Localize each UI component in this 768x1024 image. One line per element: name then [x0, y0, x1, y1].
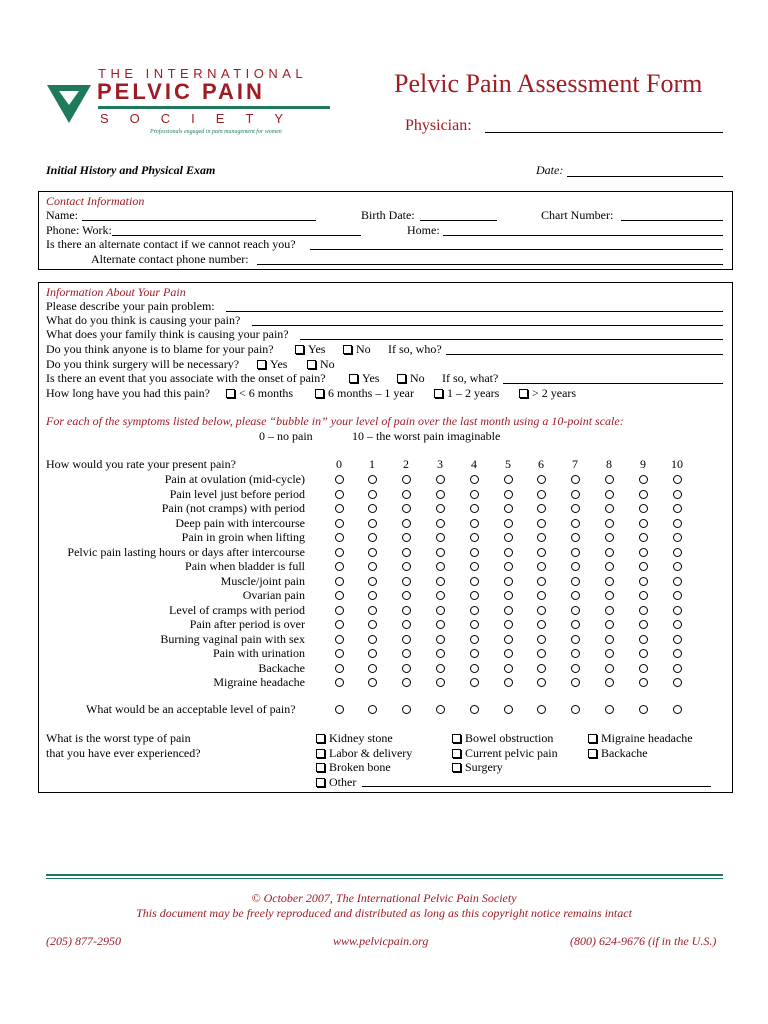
footer-rule-thin: [46, 878, 723, 879]
family-cause-label: What does your family think is causing your pain?: [46, 327, 289, 341]
physician-field[interactable]: [485, 132, 723, 133]
rating-bubble[interactable]: [504, 635, 513, 644]
name-field[interactable]: [82, 220, 316, 221]
date-label: Date:: [536, 163, 564, 177]
footer-website-link[interactable]: www.pelvicpain.org: [333, 934, 429, 948]
scale-number: 6: [538, 457, 544, 471]
acceptable-rating-bubble[interactable]: [335, 705, 344, 714]
event-no-checkbox[interactable]: No: [397, 371, 425, 386]
rating-bubble[interactable]: [368, 635, 377, 644]
rating-bubble[interactable]: [673, 620, 682, 629]
rating-bubble[interactable]: [470, 504, 479, 513]
rating-bubble[interactable]: [673, 664, 682, 673]
rating-bubble[interactable]: [436, 504, 445, 513]
duration-option[interactable]: 6 months – 1 year: [315, 386, 414, 401]
rating-bubble[interactable]: [402, 649, 411, 658]
scale-number: 3: [437, 457, 443, 471]
rating-bubble[interactable]: [605, 533, 614, 542]
rating-bubble[interactable]: [537, 490, 546, 499]
symptom-label: Muscle/joint pain: [220, 573, 305, 588]
rating-bubble[interactable]: [571, 591, 580, 600]
alternate-phone-field[interactable]: [257, 264, 723, 265]
rating-bubble[interactable]: [537, 548, 546, 557]
scale-number: 2: [403, 457, 409, 471]
rating-bubble[interactable]: [673, 562, 682, 571]
symptom-label: Pain with urination: [213, 646, 305, 660]
rating-bubble[interactable]: [504, 490, 513, 499]
rating-bubble[interactable]: [639, 475, 648, 484]
symptom-label: Backache: [258, 660, 305, 675]
describe-pain-field[interactable]: [226, 311, 723, 312]
rating-bubble[interactable]: [436, 664, 445, 673]
logo-tagline: Professionals engaged in pain management for women: [150, 129, 282, 135]
rating-bubble[interactable]: [639, 664, 648, 673]
rating-bubble[interactable]: [639, 490, 648, 499]
duration-option[interactable]: 1 – 2 years: [434, 386, 499, 401]
acceptable-rating-bubble[interactable]: [537, 705, 546, 714]
rating-bubble[interactable]: [673, 519, 682, 528]
rating-bubble[interactable]: [504, 533, 513, 542]
rating-bubble[interactable]: [605, 635, 614, 644]
worst-pain-option[interactable]: Backache: [588, 746, 648, 761]
rating-bubble[interactable]: [673, 606, 682, 615]
work-phone-label: Phone: Work:: [46, 223, 112, 237]
rating-bubble[interactable]: [605, 504, 614, 513]
rating-bubble[interactable]: [368, 562, 377, 571]
rating-bubble[interactable]: [605, 562, 614, 571]
work-phone-field[interactable]: [112, 235, 361, 236]
rating-bubble[interactable]: [639, 649, 648, 658]
chart-number-field[interactable]: [621, 220, 723, 221]
cause-label: What do you think is causing your pain?: [46, 313, 241, 327]
alternate-contact-field[interactable]: [310, 249, 723, 250]
rating-bubble[interactable]: [470, 519, 479, 528]
rating-bubble[interactable]: [504, 649, 513, 658]
rating-bubble[interactable]: [605, 678, 614, 687]
rating-bubble[interactable]: [504, 475, 513, 484]
scale-number: 7: [572, 457, 578, 471]
rating-bubble[interactable]: [368, 620, 377, 629]
rating-bubble[interactable]: [402, 562, 411, 571]
rating-bubble[interactable]: [537, 591, 546, 600]
rating-bubble[interactable]: [537, 475, 546, 484]
rating-bubble[interactable]: [605, 548, 614, 557]
name-label: Name:: [46, 208, 78, 222]
rating-bubble[interactable]: [470, 678, 479, 687]
logo-rule: [98, 106, 330, 109]
rating-bubble[interactable]: [571, 664, 580, 673]
rating-bubble[interactable]: [571, 577, 580, 586]
symptom-label: Pain at ovulation (mid-cycle): [164, 472, 305, 486]
rating-bubble[interactable]: [368, 649, 377, 658]
rating-bubble[interactable]: [639, 606, 648, 615]
alternate-contact-label: Is there an alternate contact if we cannot reach you?: [46, 237, 296, 251]
event-label: Is there an event that you associate with the onset of pain?: [46, 371, 326, 385]
rating-bubble[interactable]: [436, 533, 445, 542]
footer-phone-local: (205) 877-2950: [46, 934, 121, 948]
blame-label: Do you think anyone is to blame for your pain?: [46, 342, 274, 356]
alternate-phone-label: Alternate contact phone number:: [91, 252, 249, 266]
rating-bubble[interactable]: [436, 519, 445, 528]
rating-bubble[interactable]: [537, 635, 546, 644]
rating-bubble[interactable]: [436, 620, 445, 629]
acceptable-rating-bubble[interactable]: [605, 705, 614, 714]
rating-bubble[interactable]: [537, 620, 546, 629]
rating-bubble[interactable]: [470, 635, 479, 644]
acceptable-rating-bubble[interactable]: [571, 705, 580, 714]
rating-bubble[interactable]: [402, 548, 411, 557]
rating-bubble[interactable]: [673, 678, 682, 687]
rating-bubble[interactable]: [673, 533, 682, 542]
rating-bubble[interactable]: [368, 519, 377, 528]
symptom-label: Ovarian pain: [242, 588, 305, 602]
rating-bubble[interactable]: [537, 664, 546, 673]
surgery-no-checkbox[interactable]: No: [307, 357, 335, 372]
rating-bubble[interactable]: [504, 577, 513, 586]
rating-bubble[interactable]: [470, 620, 479, 629]
rating-bubble[interactable]: [605, 475, 614, 484]
rating-bubble[interactable]: [504, 504, 513, 513]
rating-bubble[interactable]: [436, 678, 445, 687]
symptom-label: Pain in groin when lifting: [181, 530, 305, 544]
rating-bubble[interactable]: [639, 678, 648, 687]
symptom-label: Pain level just before period: [169, 486, 305, 501]
if-who-field[interactable]: [446, 354, 723, 355]
rating-bubble[interactable]: [335, 678, 344, 687]
blame-no-checkbox[interactable]: No: [343, 342, 371, 357]
rating-bubble[interactable]: [571, 562, 580, 571]
rating-bubble[interactable]: [335, 490, 344, 499]
copyright-notice: This document may be freely reproduced and distributed as long as this copyright notice remains intact: [136, 906, 632, 920]
worst-pain-option[interactable]: Current pelvic pain: [452, 746, 558, 761]
rating-bubble[interactable]: [368, 533, 377, 542]
rating-bubble[interactable]: [639, 504, 648, 513]
rating-bubble[interactable]: [504, 548, 513, 557]
scale-number: 4: [471, 457, 477, 471]
date-field[interactable]: [567, 176, 723, 177]
blame-yes-checkbox[interactable]: Yes: [295, 342, 325, 357]
rating-bubble[interactable]: [537, 562, 546, 571]
if-who-label: If so, who?: [388, 342, 442, 356]
worst-pain-option[interactable]: Labor & delivery: [316, 746, 412, 761]
rating-bubble[interactable]: [402, 678, 411, 687]
scale-number: 8: [606, 457, 612, 471]
home-phone-label: Home:: [407, 223, 440, 237]
if-what-field[interactable]: [503, 383, 723, 384]
acceptable-rating-bubble[interactable]: [504, 705, 513, 714]
symptom-label: Pain when bladder is full: [185, 559, 305, 573]
symptom-label: Pain (not cramps) with period: [161, 501, 305, 515]
rating-bubble[interactable]: [335, 562, 344, 571]
surgery-label: Do you think surgery will be necessary?: [46, 357, 240, 371]
rating-bubble[interactable]: [402, 475, 411, 484]
logo-line2: PELVIC PAIN: [97, 79, 265, 104]
surgery-yes-checkbox[interactable]: Yes: [257, 357, 287, 372]
rating-bubble[interactable]: [470, 562, 479, 571]
rating-bubble[interactable]: [639, 548, 648, 557]
rating-bubble[interactable]: [605, 620, 614, 629]
rating-bubble[interactable]: [605, 519, 614, 528]
rating-bubble[interactable]: [504, 606, 513, 615]
rating-bubble[interactable]: [368, 591, 377, 600]
rating-bubble[interactable]: [470, 548, 479, 557]
symptom-label: Pain after period is over: [189, 617, 305, 631]
symptom-label: Migraine headache: [213, 675, 305, 689]
rating-bubble[interactable]: [470, 490, 479, 499]
acceptable-rating-bubble[interactable]: [402, 705, 411, 714]
rating-bubble[interactable]: [571, 635, 580, 644]
rating-bubble[interactable]: [402, 577, 411, 586]
rating-bubble[interactable]: [470, 606, 479, 615]
rating-bubble[interactable]: [571, 649, 580, 658]
rating-bubble[interactable]: [335, 664, 344, 673]
worst-pain-option[interactable]: Other: [316, 775, 356, 790]
scale-ten-label: 10 – the worst pain imaginable: [352, 429, 501, 443]
rating-bubble[interactable]: [368, 606, 377, 615]
rating-bubble[interactable]: [402, 606, 411, 615]
rating-bubble[interactable]: [673, 490, 682, 499]
rating-bubble[interactable]: [571, 678, 580, 687]
rating-bubble[interactable]: [673, 577, 682, 586]
rating-bubble[interactable]: [470, 591, 479, 600]
rating-bubble[interactable]: [605, 664, 614, 673]
symptom-label: Deep pain with intercourse: [175, 515, 305, 530]
rating-bubble[interactable]: [673, 649, 682, 658]
rating-bubble[interactable]: [605, 649, 614, 658]
rating-bubble[interactable]: [639, 620, 648, 629]
rating-bubble[interactable]: [605, 577, 614, 586]
rating-bubble[interactable]: [335, 533, 344, 542]
rating-bubble[interactable]: [335, 475, 344, 484]
rating-bubble[interactable]: [504, 591, 513, 600]
rating-bubble[interactable]: [402, 519, 411, 528]
rating-bubble[interactable]: [673, 635, 682, 644]
rating-bubble[interactable]: [470, 577, 479, 586]
rating-bubble[interactable]: [335, 519, 344, 528]
copyright-text: © October 2007, The International Pelvic Pain Society: [251, 891, 517, 905]
acceptable-rating-bubble[interactable]: [368, 705, 377, 714]
rating-bubble[interactable]: [571, 533, 580, 542]
rating-bubble[interactable]: [639, 591, 648, 600]
rating-bubble[interactable]: [470, 533, 479, 542]
logo-triangle-icon: [47, 83, 91, 123]
logo-line1: THE INTERNATIONAL: [98, 66, 308, 81]
rating-bubble[interactable]: [402, 490, 411, 499]
family-cause-field[interactable]: [300, 339, 723, 340]
rating-bubble[interactable]: [368, 577, 377, 586]
rating-bubble[interactable]: [402, 504, 411, 513]
rating-bubble[interactable]: [571, 490, 580, 499]
scale-number: 5: [505, 457, 511, 471]
rating-bubble[interactable]: [436, 548, 445, 557]
physician-label: Physician:: [405, 117, 472, 134]
logo-line3: SOCIETY: [100, 111, 305, 126]
symptom-label: Pelvic pain lasting hours or days after intercourse: [67, 544, 305, 559]
duration-option[interactable]: > 2 years: [519, 386, 576, 401]
rating-bubble[interactable]: [402, 591, 411, 600]
worst-pain-option[interactable]: Surgery: [452, 760, 503, 775]
rating-bubble[interactable]: [673, 548, 682, 557]
acceptable-rating-bubble[interactable]: [639, 705, 648, 714]
rating-bubble[interactable]: [402, 620, 411, 629]
rating-bubble[interactable]: [537, 649, 546, 658]
rating-bubble[interactable]: [335, 606, 344, 615]
present-pain-label: How would you rate your present pain?: [46, 457, 236, 471]
rating-bubble[interactable]: [639, 577, 648, 586]
rating-bubble[interactable]: [335, 635, 344, 644]
rating-bubble[interactable]: [402, 635, 411, 644]
rating-bubble[interactable]: [436, 649, 445, 658]
rating-bubble[interactable]: [504, 664, 513, 673]
rating-bubble[interactable]: [571, 519, 580, 528]
symptom-label: Burning vaginal pain with sex: [160, 631, 305, 646]
section-subtitle: Initial History and Physical Exam: [46, 163, 216, 177]
rating-bubble[interactable]: [537, 678, 546, 687]
rating-bubble[interactable]: [673, 504, 682, 513]
rating-bubble[interactable]: [368, 678, 377, 687]
rating-bubble[interactable]: [537, 577, 546, 586]
rating-bubble[interactable]: [537, 533, 546, 542]
rating-bubble[interactable]: [605, 490, 614, 499]
scale-number: 9: [640, 457, 646, 471]
page-title: Pelvic Pain Assessment Form: [394, 69, 703, 98]
rating-bubble[interactable]: [368, 664, 377, 673]
rating-bubble[interactable]: [571, 475, 580, 484]
birth-date-label: Birth Date:: [361, 208, 415, 222]
scale-instruction: For each of the symptoms listed below, please “bubble in” your level of pain over the last month using a 10-point scale:: [46, 414, 624, 428]
rating-bubble[interactable]: [335, 620, 344, 629]
rating-bubble[interactable]: [537, 519, 546, 528]
birth-date-field[interactable]: [420, 220, 497, 221]
rating-bubble[interactable]: [470, 664, 479, 673]
worst-pain-option[interactable]: Migraine headache: [588, 731, 693, 746]
rating-bubble[interactable]: [537, 606, 546, 615]
rating-bubble[interactable]: [504, 562, 513, 571]
rating-bubble[interactable]: [436, 490, 445, 499]
other-field[interactable]: [362, 786, 711, 787]
rating-bubble[interactable]: [605, 606, 614, 615]
worst-pain-option[interactable]: Broken bone: [316, 760, 391, 775]
rating-bubble[interactable]: [571, 504, 580, 513]
pain-heading: Information About Your Pain: [46, 285, 186, 299]
duration-option[interactable]: < 6 months: [226, 386, 293, 401]
rating-bubble[interactable]: [673, 591, 682, 600]
acceptable-rating-bubble[interactable]: [470, 705, 479, 714]
duration-label: How long have you had this pain?: [46, 386, 210, 400]
rating-bubble[interactable]: [368, 548, 377, 557]
rating-bubble[interactable]: [504, 519, 513, 528]
rating-bubble[interactable]: [537, 504, 546, 513]
rating-bubble[interactable]: [639, 533, 648, 542]
worst-pain-option[interactable]: Kidney stone: [316, 731, 393, 746]
rating-bubble[interactable]: [673, 475, 682, 484]
rating-bubble[interactable]: [335, 577, 344, 586]
rating-bubble[interactable]: [402, 664, 411, 673]
rating-bubble[interactable]: [470, 475, 479, 484]
contact-heading: Contact Information: [46, 194, 145, 208]
rating-bubble[interactable]: [639, 562, 648, 571]
rating-bubble[interactable]: [571, 606, 580, 615]
worst-pain-option[interactable]: Bowel obstruction: [452, 731, 553, 746]
rating-bubble[interactable]: [335, 649, 344, 658]
rating-bubble[interactable]: [436, 591, 445, 600]
rating-bubble[interactable]: [605, 591, 614, 600]
rating-bubble[interactable]: [436, 577, 445, 586]
acceptable-rating-bubble[interactable]: [436, 705, 445, 714]
rating-bubble[interactable]: [639, 519, 648, 528]
acceptable-rating-bubble[interactable]: [673, 705, 682, 714]
event-yes-checkbox[interactable]: Yes: [349, 371, 379, 386]
rating-bubble[interactable]: [639, 635, 648, 644]
rating-bubble[interactable]: [436, 635, 445, 644]
chart-number-label: Chart Number:: [541, 208, 614, 222]
worst-pain-label-2: that you have ever experienced?: [46, 746, 201, 760]
home-phone-field[interactable]: [443, 235, 723, 236]
symptom-label: Level of cramps with period: [169, 602, 305, 617]
cause-field[interactable]: [252, 325, 723, 326]
footer-rule: [46, 874, 723, 876]
scale-number: 0: [336, 457, 342, 471]
describe-pain-label: Please describe your pain problem:: [46, 299, 215, 313]
rating-bubble[interactable]: [436, 606, 445, 615]
rating-bubble[interactable]: [504, 620, 513, 629]
footer-phone-tollfree: (800) 624-9676 (if in the U.S.): [570, 934, 717, 948]
rating-bubble[interactable]: [368, 490, 377, 499]
rating-bubble[interactable]: [436, 475, 445, 484]
rating-bubble[interactable]: [571, 620, 580, 629]
rating-bubble[interactable]: [368, 504, 377, 513]
worst-pain-label: What is the worst type of pain: [46, 731, 191, 745]
scale-zero-label: 0 – no pain: [259, 429, 313, 443]
rating-bubble[interactable]: [571, 548, 580, 557]
acceptable-pain-label: What would be an acceptable level of pain?: [86, 702, 296, 716]
rating-bubble[interactable]: [335, 548, 344, 557]
rating-bubble[interactable]: [504, 678, 513, 687]
rating-bubble[interactable]: [402, 533, 411, 542]
rating-bubble[interactable]: [436, 562, 445, 571]
rating-bubble[interactable]: [470, 649, 479, 658]
scale-number: 10: [671, 457, 683, 471]
scale-number: 1: [369, 457, 375, 471]
if-what-label: If so, what?: [442, 371, 499, 385]
rating-bubble[interactable]: [335, 504, 344, 513]
rating-bubble[interactable]: [335, 591, 344, 600]
rating-bubble[interactable]: [368, 475, 377, 484]
